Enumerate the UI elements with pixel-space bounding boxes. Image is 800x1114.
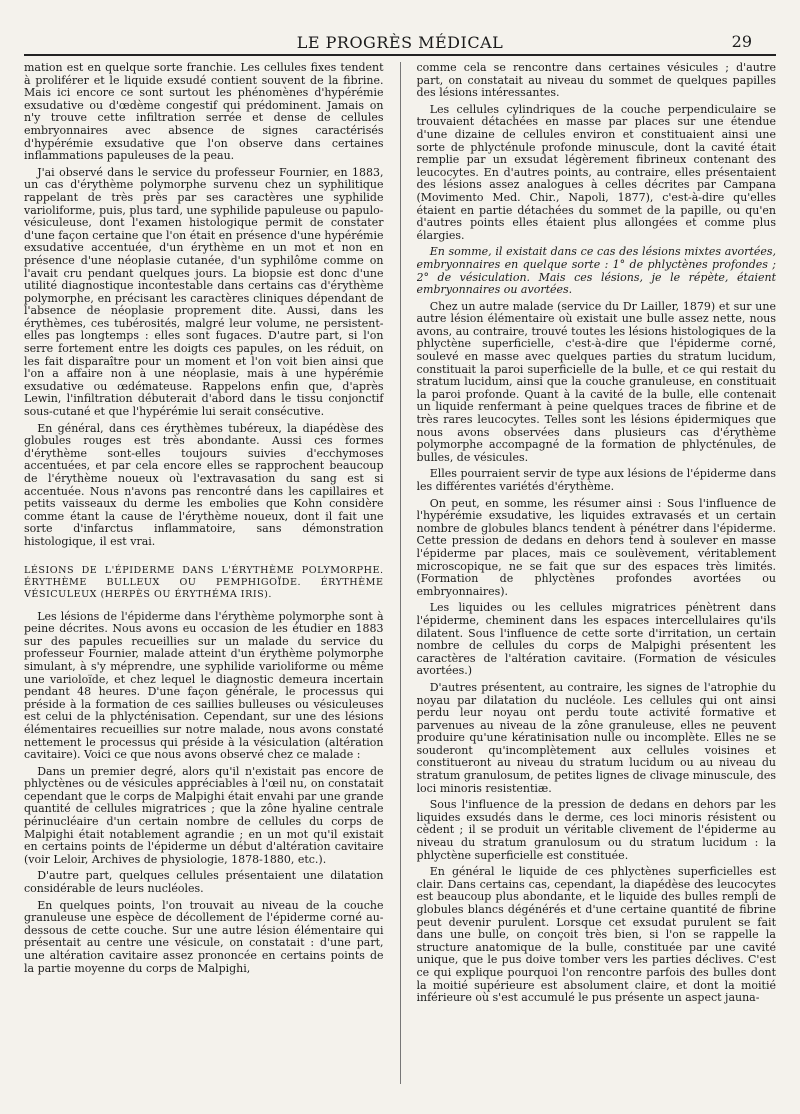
page-number: 29: [731, 32, 752, 51]
paragraph: D'autre part, quelques cellules présentaient une dilatation considérable de leurs nucléoles.: [24, 869, 384, 896]
paragraph: Les lésions de l'épiderme dans l'érythème polymorphe sont à peine décrites. Nous avons eu occasion de les étudier en 1883 sur des papules recueillies sur un malade du service du professeur Fournier, malade atteint d'un érythème polymorphe simulant, à s'y méprendre, une syphilide varioliforme ou même une varioloïde, et chez lequel le diagnostic demeura incertain pendant 48 heures. D'une façon générale, le processus qui préside à la formation de ces saillies bulleuses ou vésiculeuses est celui de la phlycténisation. Cependant, sur une des lésions élémentaires recueillies sur notre malade, nous avons constaté nettement le processus qui préside à la vésiculation (altération cavitaire). Voici ce que nous avons observé chez ce malade :: [24, 609, 384, 762]
section-heading: LÉSIONS DE L'ÉPIDERME DANS L'ÉRYTHÈME POLYMORPHE. ÉRYTHÈME BULLEUX OU PEMPHIGOÏDE. ÉRYTHÈME VÉSICULEUX (HERPÈS OU ÉRYTHÉMA IRIS).: [24, 564, 384, 600]
paragraph: On peut, en somme, les résumer ainsi : Sous l'influence de l'hypérémie exsudative, les liquides extravasés et un certain nombre de globules blancs tendent à pénétrer dans l'épiderme. Cette pression de dedans en dehors tend à soulever en masse l'épiderme par places, mais ce soulèvement, véritablement microscopique, ne se fait que sur des espaces très limités. (Formation de phlyctènes profondes avortées ou embryonnaires).: [416, 496, 776, 598]
left-column: [24, 62, 384, 1084]
paragraph: comme cela se rencontre dans certaines vésicules ; d'autre part, on constatait au niveau du sommet de quelques papilles des lésions intéressantes.: [416, 62, 776, 100]
paragraph: Chez un autre malade (service du Dr Lailler, 1879) et sur une autre lésion élémentaire où existait une bulle assez nette, nous avons, au contraire, trouvé toutes les lésions histologiques de la phlyctène superficielle, c'est-à-dire que l'épiderme corné, soulevé en masse avec quelques parties du stratum lucidum, constituait la paroi superficielle de la bulle, et ce qui restait du stratum lucidum, ainsi que la couche granuleuse, en constituait la paroi profonde. Quant à la cavité de la bulle, elle contenait un liquide renfermant à peine quelques traces de fibrine et de très rares leucocytes. Telles sont les lésions épidermiques que nous avons observées dans plusieurs cas d'érythème polymorphe accompagné de la formation de phlycténules, de bulles, de vésicules.: [416, 299, 776, 464]
paragraph: En général le liquide de ces phlyctènes superficielles est clair. Dans certains cas, cependant, la diapédèse des leucocytes est beaucoup plus abondante, et le liquide des bulles rempli de globules blancs dégénérés et d'une certaine quantité de fibrine peut devenir purulent. Lorsque cet exsudat purulent se fait dans une bulle, on conçoit très bien, si l'on se rappelle la structure anatomique de la bulle, constituée par une cavité unique, que le pus doive tomber vers les parties déclives. C'est ce qui explique pourquoi l'on rencontre parfois des bulles dont la moitié supérieure est absolument claire, et dont la moitié inférieure où s'est accumulé le pus présente un aspect jauna-: [416, 865, 776, 1005]
paragraph: Sous l'influence de la pression de dedans en dehors par les liquides exsudés dans le derme, ces loci minoris résistent ou cèdent ; il se produit un véritable clivement de l'épiderme au niveau du stratum granulosum ou du stratum lucidum : la phlyctène superficielle est constituée.: [416, 798, 776, 862]
paragraph: Les liquides ou les cellules migratrices pénètrent dans l'épiderme, cheminent dans les espaces intercellulaires qu'ils dilatent. Sous l'influence de cette sorte d'irritation, un certain nombre de cellules du corps de Malpighi présentent les caractères de l'altération cavitaire. (Formation de vésicules avortées.): [416, 601, 776, 678]
paragraph: J'ai observé dans le service du professeur Fournier, en 1883, un cas d'érythème polymorphe survenu chez un syphilitique rappelant de très près par ses caractères une syphilide varioliforme, puis, plus tard, une syphilide papuleuse ou papulo-vésiculeuse, dont l'examen histologique permit de constater d'une façon certaine que l'on était en présence d'une hypérémie exsudative accentuée, d'un érythème en un mot et non en présence d'une néoplasie cutanée, d'un syphilôme comme on l'avait cru pendant quelques jours. La biopsie est donc d'une utilité diagnostique incontestable dans certains cas d'érythème polymorphe, en précisant les caractères cliniques dépendant de l'absence de néoplasie proprement dite. Aussi, dans les érythèmes, ces tubérosités, malgré leur volume, ne persistent-elles pas longtemps : elles sont fugaces. D'autre part, si l'on serre fortement entre les doigts ces papules, on les réduit, on les fait disparaître pour un moment et l'on voit bien ainsi que l'on a affaire non à une néoplasie, mais à une hypérémie exsudative ou œdémateuse. Rappelons enfin que, d'après Lewin, l'infiltration débuterait d'abord dans le tissu conjonctif sous-cutané et que l'hypérémie lui serait consécutive.: [24, 165, 384, 419]
paragraph: Les cellules cylindriques de la couche perpendiculaire se trouvaient détachées en masse par places sur une étendue d'une dizaine de cellules environ et constituaient ainsi une sorte de phlycténule profonde minuscule, dont la cavité était remplie par un exsudat légèrement fibrineux contenant des leucocytes. En d'autres points, au contraire, elles présentaient des lésions assez analogues à celles décrites par Campana (Movimento Med. Chir., Napoli, 1877), c'est-à-dire qu'elles étaient en partie détachées du sommet de la papille, ou qu'en d'autres points elles étaient plus allongées et comme plus élargies.: [416, 102, 776, 242]
paragraph: mation est en quelque sorte franchie. Les cellules fixes tendent à proliférer et le liquide exsudé contient souvent de la fibrine. Mais ici encore ce sont surtout les phénomènes d'hypérémie exsudative ou d'œdème congestif qui prédominent. Jamais on n'y trouve cette infiltration serrée et dense de cellules embryonnaires avec absence de signes caractérisés d'hypérémie exsudative que l'on observe dans certaines inflammations papuleuses de la peau.: [24, 62, 384, 163]
column-divider: [400, 62, 401, 1084]
paragraph: En général, dans ces érythèmes tubéreux, la diapédèse des globules rouges est très abondante. Aussi ces formes d'érythème sont-elles toujours suivies d'ecchymoses accentuées, et par cela encore elles se rapprochent beaucoup de l'érythème noueux où l'extravasation du sang est si accentuée. Nous n'avons pas rencontré dans les capillaires et petits vaisseaux du derme les embolies que Kohn considère comme étant la cause de l'érythème noueux, dont il fait une sorte d'infarctus inflammatoire, sans démonstration histologique, il est vrai.: [24, 421, 384, 548]
paragraph: D'autres présentent, au contraire, les signes de l'atrophie du noyau par dilatation du nucléole. Les cellules qui ont ainsi perdu leur noyau ont perdu toute activité formative et parvenues au niveau de la zône granuleuse, elles ne peuvent produire qu'une kératinisation nulle ou incomplète. Elles ne se souderont qu'incomplètement aux cellules voisines et constitueront au niveau du stratum lucidum ou au niveau du stratum granulosum, de petites lignes de clivage minuscule, des loci minoris resistentiæ.: [416, 680, 776, 795]
right-column: [417, 62, 777, 1084]
running-header: [24, 30, 776, 56]
paragraph: En quelques points, l'on trouvait au niveau de la couche granuleuse une espèce de décollement de l'épiderme corné au-dessous de cette couche. Sur une autre lésion élémentaire qui présentait au centre une vésicule, on constatait : d'une part, une altération cavitaire assez prononcée en certains points de la partie moyenne du corps de Malpighi,: [24, 898, 384, 975]
two-column-body: [24, 62, 776, 1084]
journal-title: LE PROGRÈS MÉDICAL: [296, 32, 504, 52]
paragraph: En somme, il existait dans ce cas des lésions mixtes avortées, embryonnaires en quelque sorte : 1° de phlyctènes profondes ; 2° de vésiculation. Mais ces lésions, je le répète, étaient embryonnaires ou avortées.: [416, 245, 776, 297]
paragraph: Dans un premier degré, alors qu'il n'existait pas encore de phlyctènes ou de vésicules appréciables à l'œil nu, on constatait cependant que le corps de Malpighi était envahi par une grande quantité de cellules migratrices ; que la zône hyaline centrale périnucléaire d'un certain nombre de cellules du corps de Malpighi était notablement agrandie ; en un mot qu'il existait en certains points de l'épiderme un début d'altération cavitaire (voir Leloir, Archives de physiologie, 1878-1880, etc.).: [24, 764, 384, 866]
paragraph: Elles pourraient servir de type aux lésions de l'épiderme dans les différentes variétés d'érythème.: [416, 467, 776, 493]
